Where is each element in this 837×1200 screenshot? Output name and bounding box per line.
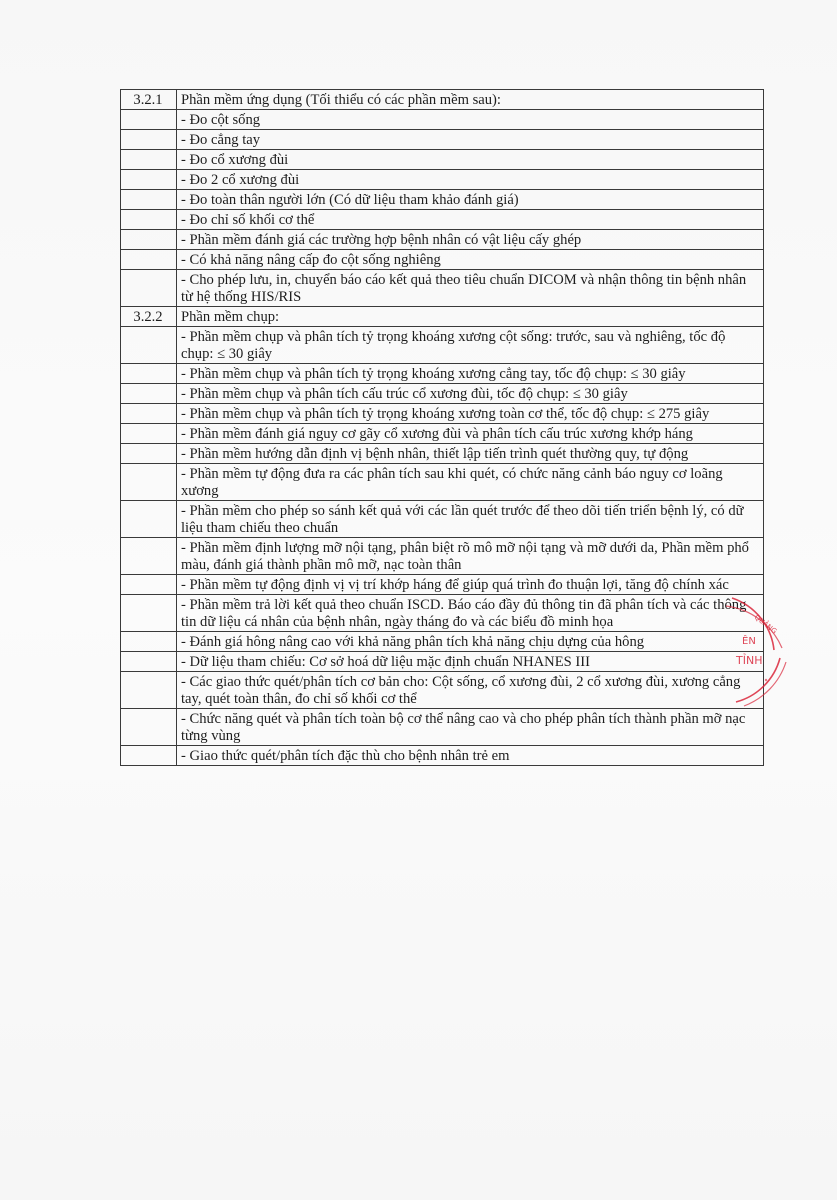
table-row <box>121 270 764 307</box>
table-row <box>121 327 764 364</box>
section-number-cell <box>121 672 177 709</box>
section-item: - Phần mềm cho phép so sánh kết quả với các lần quét trước để theo dõi tiến triển bệnh lý, có dữ liệu tham chiếu theo chuẩn <box>177 501 764 538</box>
table-row <box>121 170 764 190</box>
section-number-cell <box>121 595 177 632</box>
section-number-cell <box>121 404 177 424</box>
svg-text:ÊN: ÊN <box>742 636 756 647</box>
spec-table-body <box>121 90 764 766</box>
section-item: - Đo cẳng tay <box>177 130 764 150</box>
table-row <box>121 384 764 404</box>
table-row <box>121 464 764 501</box>
svg-text:QUẢNG: QUẢNG <box>752 613 779 636</box>
section-item: - Phần mềm đánh giá các trường hợp bệnh nhân có vật liệu cấy ghép <box>177 230 764 250</box>
section-item: - Đo chỉ số khối cơ thể <box>177 210 764 230</box>
table-row <box>121 746 764 766</box>
section-item: - Phần mềm định lượng mỡ nội tạng, phân biệt rõ mô mỡ nội tạng và mỡ dưới da, Phần mềm phổ màu, đánh giá thành phần mô mỡ, nạc toàn thân <box>177 538 764 575</box>
section-item: - Phần mềm chụp và phân tích cấu trúc cổ xương đùi, tốc độ chụp: ≤ 30 giây <box>177 384 764 404</box>
spec-table <box>120 89 764 766</box>
section-item: - Có khả năng nâng cấp đo cột sống nghiêng <box>177 250 764 270</box>
section-item: - Phần mềm trả lời kết quả theo chuẩn ISCD. Báo cáo đầy đủ thông tin đã phân tích và các thông tin dữ liệu cá nhân của bệnh nhân, ngày tháng đo và các biểu đồ minh họa <box>177 595 764 632</box>
section-item: - Phần mềm đánh giá nguy cơ gãy cổ xương đùi và phân tích cấu trúc xương khớp háng <box>177 424 764 444</box>
section-number-cell <box>121 210 177 230</box>
table-row <box>121 130 764 150</box>
section-item: - Phần mềm tự động đưa ra các phân tích sau khi quét, có chức năng cảnh báo nguy cơ loãng xương <box>177 464 764 501</box>
section-item: - Cho phép lưu, in, chuyển báo cáo kết quả theo tiêu chuẩn DICOM và nhận thông tin bệnh nhân từ hệ thống HIS/RIS <box>177 270 764 307</box>
table-row <box>121 424 764 444</box>
section-item: - Phần mềm chụp và phân tích tỷ trọng khoáng xương cột sống: trước, sau và nghiêng, tốc độ chụp: ≤ 30 giây <box>177 327 764 364</box>
table-row <box>121 210 764 230</box>
section-item: - Đo 2 cổ xương đùi <box>177 170 764 190</box>
table-row <box>121 110 764 130</box>
table-row <box>121 672 764 709</box>
section-number-cell <box>121 652 177 672</box>
section-number-cell <box>121 130 177 150</box>
section-item: - Đo toàn thân người lớn (Có dữ liệu tham khảo đánh giá) <box>177 190 764 210</box>
section-item: - Các giao thức quét/phân tích cơ bản cho: Cột sống, cổ xương đùi, 2 cổ xương đùi, xương cẳng tay, quét toàn thân, đo chỉ số khối cơ thể <box>177 672 764 709</box>
section-item: - Phần mềm chụp và phân tích tỷ trọng khoáng xương toàn cơ thể, tốc độ chụp: ≤ 275 giây <box>177 404 764 424</box>
section-number-cell <box>121 632 177 652</box>
section-number-cell <box>121 364 177 384</box>
table-row <box>121 307 764 327</box>
section-number-cell <box>121 746 177 766</box>
table-row <box>121 595 764 632</box>
table-row <box>121 364 764 384</box>
section-item: - Phần mềm hướng dẫn định vị bệnh nhân, thiết lập tiến trình quét thường quy, tự động <box>177 444 764 464</box>
table-row <box>121 404 764 424</box>
section-item: - Phần mềm tự động định vị vị trí khớp háng để giúp quá trình đo thuận lợi, tăng độ chính xác <box>177 575 764 595</box>
table-row <box>121 709 764 746</box>
section-heading: Phần mềm chụp: <box>177 307 764 327</box>
table-row <box>121 250 764 270</box>
table-row <box>121 632 764 652</box>
section-number-cell: 3.2.2 <box>121 307 177 327</box>
section-number-cell <box>121 190 177 210</box>
section-number-cell <box>121 538 177 575</box>
section-item: - Đo cổ xương đùi <box>177 150 764 170</box>
svg-text:TỈNH: TỈNH <box>736 654 763 667</box>
table-row <box>121 90 764 110</box>
section-item: - Giao thức quét/phân tích đặc thù cho bệnh nhân trẻ em <box>177 746 764 766</box>
table-row <box>121 190 764 210</box>
section-number-cell <box>121 170 177 190</box>
section-number-cell <box>121 250 177 270</box>
section-number-cell <box>121 444 177 464</box>
section-heading: Phần mềm ứng dụng (Tối thiểu có các phần mềm sau): <box>177 90 764 110</box>
section-item: - Dữ liệu tham chiếu: Cơ sở hoá dữ liệu mặc định chuẩn NHANES III <box>177 652 764 672</box>
section-number-cell <box>121 424 177 444</box>
section-number-cell <box>121 270 177 307</box>
section-number-cell <box>121 110 177 130</box>
table-row <box>121 230 764 250</box>
section-number-cell <box>121 150 177 170</box>
table-row <box>121 575 764 595</box>
section-number-cell <box>121 501 177 538</box>
section-item: - Đánh giá hông nâng cao với khả năng phân tích khả năng chịu dựng của hông <box>177 632 764 652</box>
section-item: - Chức năng quét và phân tích toàn bộ cơ thể nâng cao và cho phép phân tích thành phần mỡ nạc từng vùng <box>177 709 764 746</box>
table-row <box>121 444 764 464</box>
table-row <box>121 501 764 538</box>
section-item: - Đo cột sống <box>177 110 764 130</box>
section-number-cell <box>121 327 177 364</box>
section-number-cell <box>121 464 177 501</box>
section-number-cell <box>121 709 177 746</box>
section-number-cell <box>121 575 177 595</box>
section-item: - Phần mềm chụp và phân tích tỷ trọng khoáng xương cẳng tay, tốc độ chụp: ≤ 30 giây <box>177 364 764 384</box>
section-number-cell <box>121 230 177 250</box>
table-row <box>121 150 764 170</box>
table-row <box>121 652 764 672</box>
section-number-cell: 3.2.1 <box>121 90 177 110</box>
section-number-cell <box>121 384 177 404</box>
table-row <box>121 538 764 575</box>
